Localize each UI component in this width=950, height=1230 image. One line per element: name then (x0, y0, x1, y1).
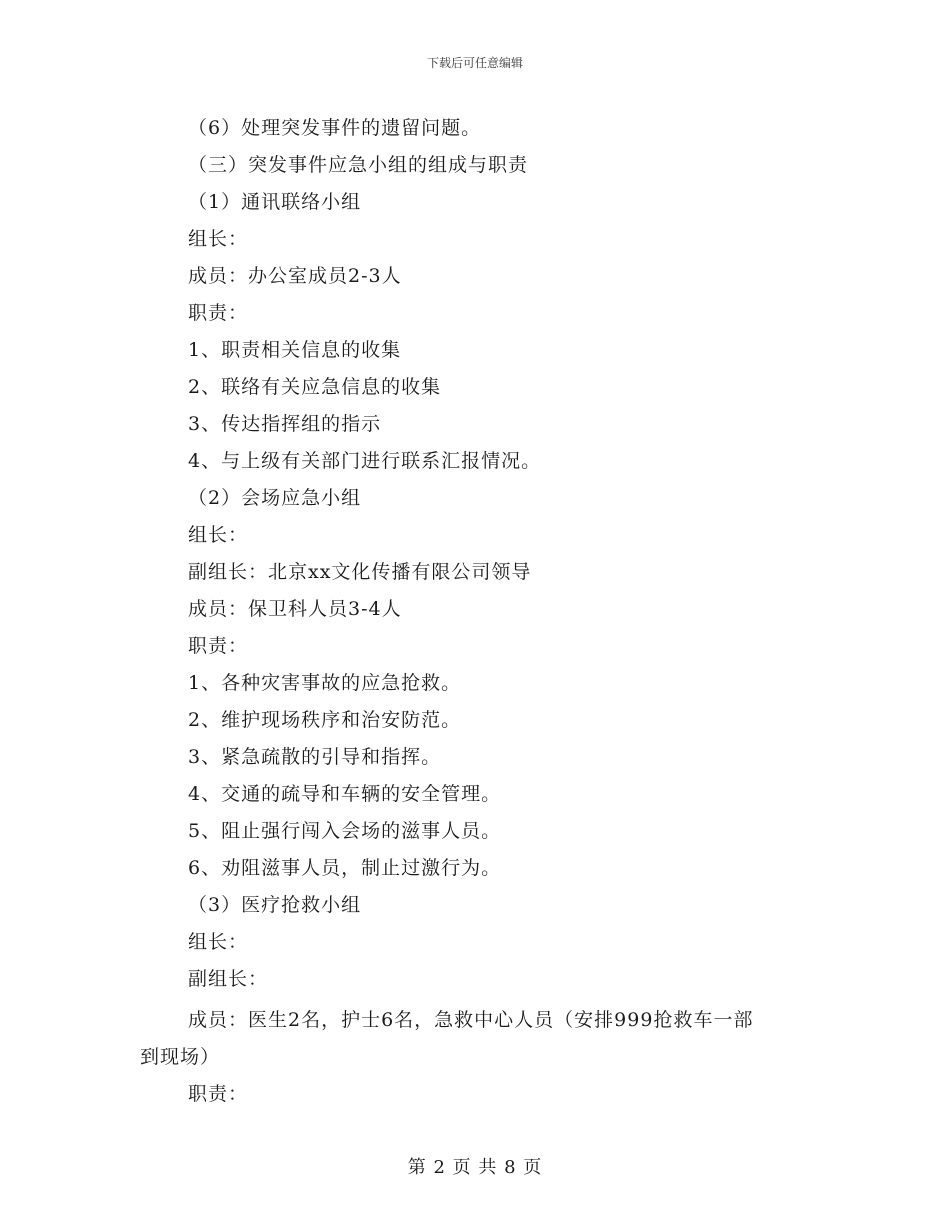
list-item: 2、维护现场秩序和治安防范。 (188, 709, 462, 731)
text-line: 副组长： (188, 968, 269, 990)
text-line: 职责： (188, 635, 249, 657)
text-line: （6）处理突发事件的遗留问题。 (188, 117, 482, 139)
subsection-heading: （3）医疗抢救小组 (188, 894, 362, 916)
page-footer: 第 2 页 共 8 页 (407, 1157, 543, 1178)
text-line: 组长： (188, 524, 249, 546)
list-item: 4、交通的疏导和车辆的安全管理。 (188, 783, 502, 805)
text-line: 成员：医生2名，护士6名，急救中心人员（安排999抢救车一部 (188, 1009, 754, 1031)
list-item: 4、与上级有关部门进行联系汇报情况。 (188, 450, 542, 472)
text-line: 职责： (188, 1083, 249, 1105)
document-body (140, 110, 820, 1113)
list-item: 5、阻止强行闯入会场的滋事人员。 (188, 820, 502, 842)
text-line: 职责： (188, 302, 249, 324)
list-item: 3、紧急疏散的引导和指挥。 (188, 746, 442, 768)
text-line: 成员：保卫科人员3-4人 (188, 598, 402, 620)
text-line: 成员：办公室成员2-3人 (188, 265, 402, 287)
page-header: 下载后可任意编辑 (426, 56, 523, 70)
list-item: 1、职责相关信息的收集 (188, 339, 402, 361)
list-item: 1、各种灾害事故的应急抢救。 (188, 672, 462, 694)
text-line: 组长： (188, 228, 249, 250)
subsection-heading: （1）通讯联络小组 (188, 191, 362, 213)
subsection-heading: （2）会场应急小组 (188, 487, 362, 509)
text-line: 组长： (188, 931, 249, 953)
list-item: 3、传达指挥组的指示 (188, 413, 382, 435)
text-line: 副组长：北京xx文化传播有限公司领导 (188, 561, 532, 583)
list-item: 6、劝阻滋事人员，制止过激行为。 (188, 857, 502, 879)
list-item: 2、联络有关应急信息的收集 (188, 376, 442, 398)
section-heading: （三）突发事件应急小组的组成与职责 (188, 154, 529, 176)
text-line: 到现场） (140, 1046, 221, 1068)
